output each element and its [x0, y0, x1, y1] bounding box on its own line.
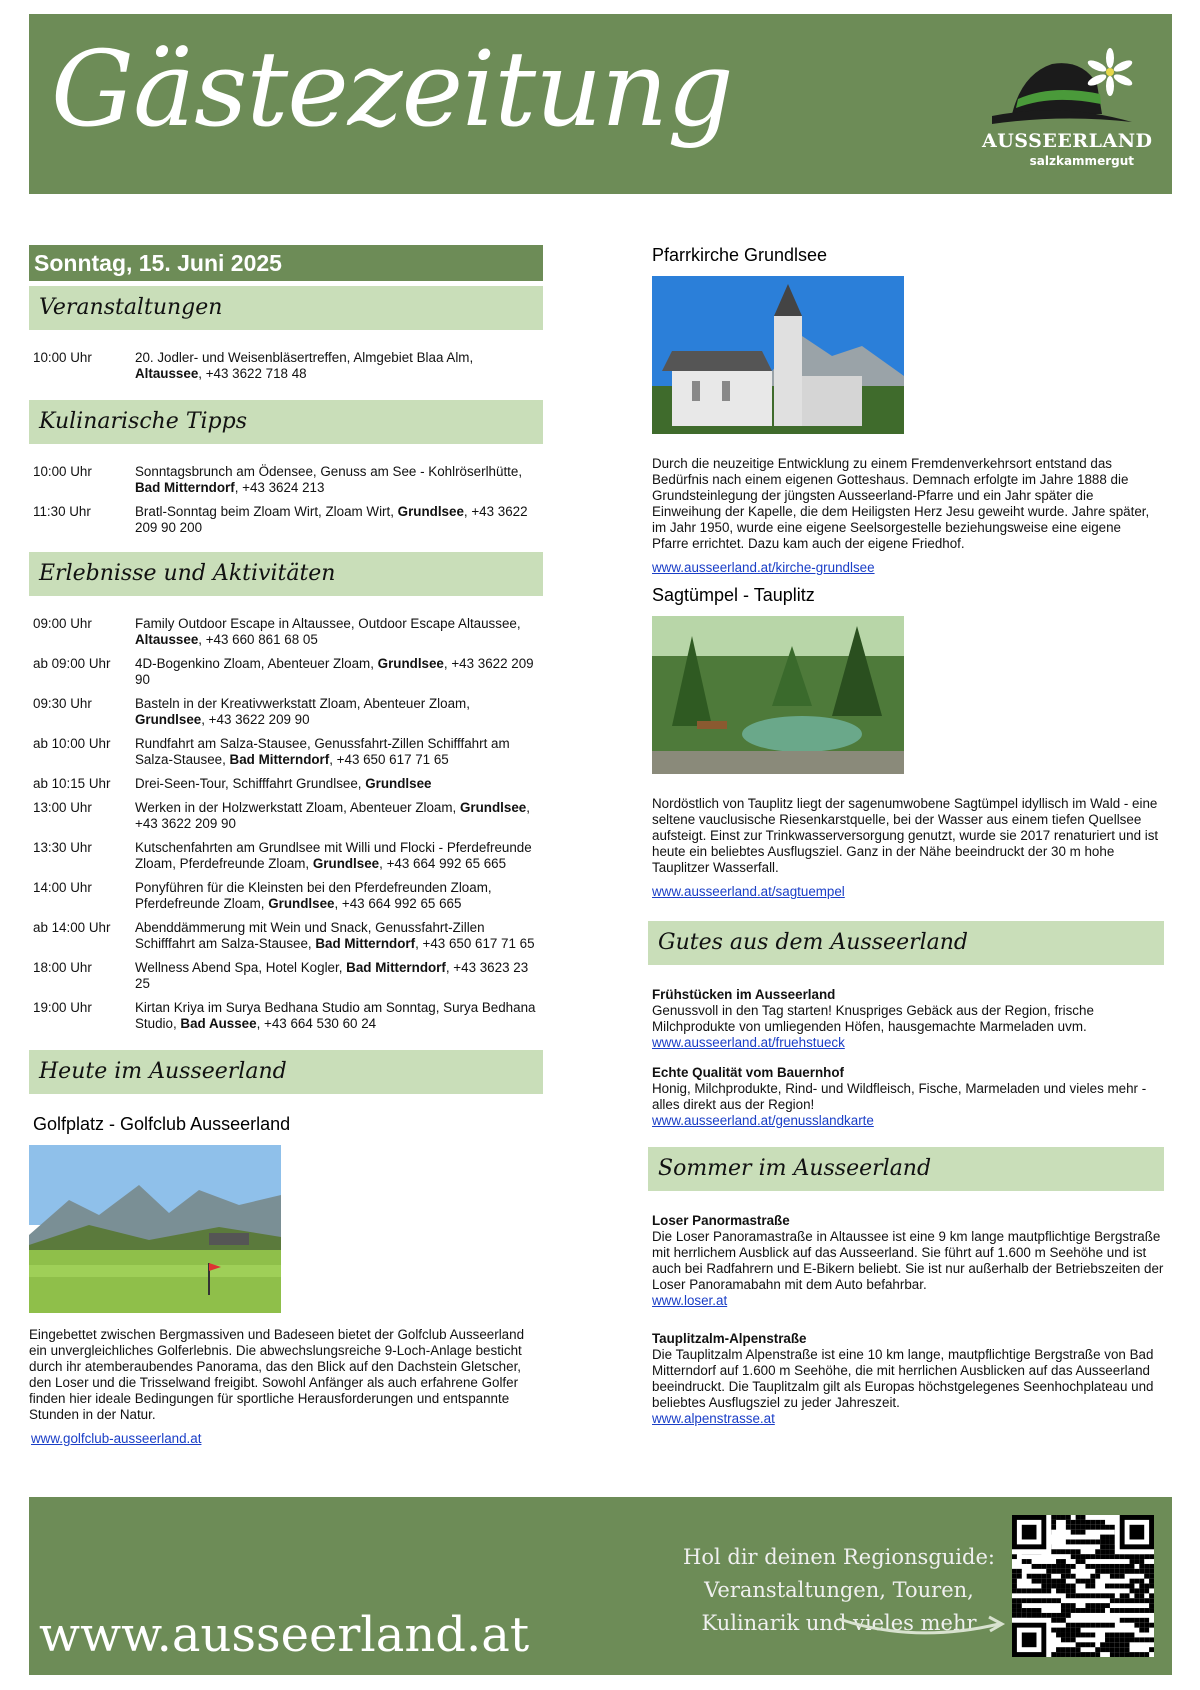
info-item-link[interactable]: www.alpenstrasse.at [652, 1411, 775, 1426]
left-column [29, 245, 543, 1448]
golf-link[interactable]: www.golfclub-ausseerland.at [31, 1431, 202, 1446]
event-row [29, 776, 543, 792]
event-row [29, 464, 543, 496]
event-place: Grundlsee [459, 800, 527, 815]
event-place: Altaussee [135, 366, 199, 381]
event-time: 11:30 Uhr [33, 504, 91, 519]
footer-url[interactable]: www.ausseerland.at [39, 1607, 530, 1663]
event-time: 09:00 Uhr [33, 616, 92, 631]
info-item [648, 1331, 1164, 1427]
event-time: 10:00 Uhr [33, 350, 92, 365]
event-description: Abenddämmerung mit Wein und Snack, Genussfahrt-Zillen Schifffahrt am Salza-Stausee, Bad Mitterndorf, +43 650 617 71 65 [135, 920, 535, 951]
events-list [29, 350, 543, 382]
event-row [29, 504, 543, 536]
guide-line-2: Veranstaltungen, Touren, [704, 1578, 974, 1602]
event-place: Altaussee [135, 632, 199, 647]
info-item-title: Frühstücken im Ausseerland [652, 987, 836, 1002]
event-place: Bad Mitterndorf [229, 752, 330, 767]
event-time: ab 10:15 Uhr [33, 776, 111, 791]
event-description: Drei-Seen-Tour, Schifffahrt Grundlsee, Grundlsee [135, 776, 432, 791]
event-time: 19:00 Uhr [33, 1000, 92, 1015]
event-description: Bratl-Sonntag beim Zloam Wirt, Zloam Wirt, Grundlsee, +43 3622 209 90 200 [135, 504, 528, 535]
info-item-link[interactable]: www.ausseerland.at/genusslandkarte [652, 1113, 874, 1128]
kirche-title: Pfarrkirche Grundlsee [652, 245, 828, 265]
activities-list [29, 616, 543, 1032]
event-time: ab 10:00 Uhr [33, 736, 111, 751]
sagtuempel-link[interactable]: www.ausseerland.at/sagtuempel [652, 884, 845, 899]
event-time: ab 14:00 Uhr [33, 920, 111, 935]
info-item-text: Die Tauplitzalm Alpenstraße ist eine 10 km lange, mautpflichtige Bergstraße von Bad Mitterndorf auf 1.600 m Seehöhe, die mit herrlichen Ausblicken auf das Ausseerland beeindruckt. Die Tauplitzalm gilt als Europas höchstgelegenes Seenhochplateau und beliebtes Ausflugsziel zu jeder Jahreszeit. [652, 1347, 1154, 1410]
event-description: Basteln in der Kreativwerkstatt Zloam, Abenteuer Zloam, Grundlsee, +43 3622 209 90 [135, 696, 470, 727]
event-time: 13:30 Uhr [33, 840, 92, 855]
event-place: Bad Mitterndorf [135, 480, 235, 495]
ausseerland-logo [982, 44, 1153, 174]
event-time: 18:00 Uhr [33, 960, 92, 975]
event-row [29, 800, 543, 832]
event-place: Grundlsee [365, 776, 432, 791]
culinary-list [29, 464, 543, 536]
event-description: Sonntagsbrunch am Ödensee, Genuss am See - Kohlröserlhütte, Bad Mitterndorf, +43 3624 213 [135, 464, 523, 495]
event-row [29, 350, 543, 382]
event-description: Rundfahrt am Salza-Stausee, Genussfahrt-Zillen Schifffahrt am Salza-Stausee, Bad Mitterndorf, +43 650 617 71 65 [135, 736, 510, 767]
event-row [29, 840, 543, 872]
qr-code-icon [1012, 1515, 1154, 1657]
arrow-icon [834, 1609, 1014, 1639]
event-row [29, 920, 543, 952]
info-item [648, 1213, 1164, 1309]
event-time: 13:00 Uhr [33, 800, 92, 815]
kirche-link[interactable]: www.ausseerland.at/kirche-grundlsee [652, 560, 875, 575]
info-item-link[interactable]: www.ausseerland.at/fruehstueck [652, 1035, 845, 1050]
event-place: Bad Aussee [180, 1016, 257, 1031]
info-item-title: Loser Panormastraße [652, 1213, 790, 1228]
info-item [648, 1065, 1164, 1129]
info-item [648, 987, 1164, 1051]
section-sommer: Sommer im Ausseerland [648, 1147, 1164, 1191]
event-time: 09:30 Uhr [33, 696, 92, 711]
section-gutes: Gutes aus dem Ausseerland [648, 921, 1164, 965]
event-row [29, 616, 543, 648]
event-place: Grundlsee [268, 896, 335, 911]
qr-code[interactable] [1012, 1515, 1154, 1657]
golf-photo [29, 1145, 281, 1313]
info-item-text: Genussvoll in den Tag starten! Knuspriges Gebäck aus der Region, frische Milchprodukte von umliegenden Höfen, hausgemachte Marmeladen uvm. [652, 1003, 1094, 1034]
event-row [29, 736, 543, 768]
hat-icon [982, 44, 1142, 134]
kirche-photo [652, 276, 904, 434]
gutes-list [648, 987, 1164, 1129]
event-place: Grundlsee [397, 504, 464, 519]
golf-title: Golfplatz - Golfclub Ausseerland [33, 1114, 291, 1134]
right-column [648, 245, 1164, 1427]
golf-text: Eingebettet zwischen Bergmassiven und Badeseen bietet der Golfclub Ausseerland ein unvergleichliches Golferlebnis. Die abwechslungsreiche 9-Loch-Anlage besticht durch ihr atemberaubendes Panorama, das den Blick auf den Dachstein Gletscher, den Loser und die Trisselwand freigibt. Sowohl Anfänger als auch erfahrene Golfer finden hier ideale Bedingungen für sportliche Herausforderungen und entspannte Stunden in der Natur. [29, 1327, 525, 1422]
event-place: Grundlsee [312, 856, 380, 871]
page-title: Gästezeitung [51, 28, 733, 150]
event-row [29, 960, 543, 992]
event-time: 14:00 Uhr [33, 880, 92, 895]
info-item-title: Echte Qualität vom Bauernhof [652, 1065, 844, 1080]
section-heute: Heute im Ausseerland [29, 1050, 543, 1094]
sagtuempel-text: Nordöstlich von Tauplitz liegt der sagenumwobene Sagtümpel idyllisch im Wald - eine seltene vauclusische Riesenkarstquelle, bei der Wasser aus einem tiefen Quellsee aufsteigt. Einst zur Trinkwasserversorgung genutzt, wurde sie 2017 renaturiert und ist heute ein beliebtes Ausflugsziel. Ganz in der Nähe beeindruckt der 30 m hohe Tauplitzer Wasserfall. [652, 796, 1159, 875]
guide-line-1: Hol dir deinen Regionsguide: [683, 1545, 995, 1569]
logo-brand: AUSSEERLAND [982, 130, 1153, 152]
event-row [29, 880, 543, 912]
event-description: Family Outdoor Escape in Altaussee, Outdoor Escape Altaussee, Altaussee, +43 660 861 68 05 [135, 616, 521, 647]
event-place: Bad Mitterndorf [346, 960, 446, 975]
section-kulinarisch: Kulinarische Tipps [29, 400, 543, 444]
info-item-link[interactable]: www.loser.at [652, 1293, 728, 1308]
section-veranstaltungen: Veranstaltungen [29, 286, 543, 330]
event-place: Bad Mitterndorf [315, 936, 416, 951]
event-description: Kutschenfahrten am Grundlsee mit Willi und Flocki - Pferdefreunde Zloam, Pferdefreunde Zloam, Grundlsee, +43 664 992 65 665 [135, 840, 532, 871]
info-item-text: Die Loser Panoramastraße in Altaussee ist eine 9 km lange mautpflichtige Bergstraße mit herrlichem Ausblick auf das Ausseerland. Sie führt auf 1.600 m Seehöhe und ist auch bei Radfahrern und E-Bikern beliebt. Sie ist nur außerhalb der Betriebszeiten der Loser Panoramabahn mit dem Auto befahrbar. [652, 1229, 1164, 1292]
event-row [29, 656, 543, 688]
section-erlebnisse: Erlebnisse und Aktivitäten [29, 552, 543, 596]
footer-banner [29, 1497, 1172, 1675]
sagtuempel-photo [652, 616, 904, 774]
event-description: 4D-Bogenkino Zloam, Abenteuer Zloam, Grundlsee, +43 3622 209 90 [135, 656, 534, 687]
event-time: ab 09:00 Uhr [33, 656, 111, 671]
info-item-text: Honig, Milchprodukte, Rind- und Wildfleisch, Fische, Marmeladen und vieles mehr - alles direkt aus der Region! [652, 1081, 1147, 1112]
event-place: Grundlsee [135, 712, 202, 727]
event-time: 10:00 Uhr [33, 464, 92, 479]
event-description: Ponyführen für die Kleinsten bei den Pferdefreunden Zloam, Pferdefreunde Zloam, Grundlsee, +43 664 992 65 665 [135, 880, 492, 911]
logo-subtitle: salzkammergut [1029, 154, 1134, 168]
event-description: 20. Jodler- und Weisenbläsertreffen, Almgebiet Blaa Alm, Altaussee, +43 3622 718 48 [135, 350, 474, 381]
event-place: Grundlsee [377, 656, 444, 671]
kirche-text: Durch die neuzeitige Entwicklung zu einem Fremdenverkehrsort entstand das Bedürfnis nach einem eigenen Gotteshaus. Demnach erfolgte im Jahre 1888 die Grundsteinlegung der jüngsten Ausseerland-Pfarre und ein Jahr später die Einweihung der Kapelle, die dem Heiligsten Herz Jesu geweiht wurde. Jahre später, im Jahr 1950, wurde eine eigene Seelsorgestelle beziehungsweise eine eigene Pfarre errichtet. Dazu kam auch der eigene Friedhof. [652, 456, 1150, 551]
info-item-title: Tauplitzalm-Alpenstraße [652, 1331, 807, 1346]
event-description: Werken in der Holzwerkstatt Zloam, Abenteuer Zloam, Grundlsee, +43 3622 209 90 [135, 800, 530, 831]
header-banner [29, 14, 1172, 194]
event-description: Kirtan Kriya im Surya Bedhana Studio am Sonntag, Surya Bedhana Studio, Bad Aussee, +43 664 530 60 24 [135, 1000, 536, 1031]
guide-line-3: Kulinarik und vieles mehr [701, 1611, 977, 1635]
sagtuempel-title: Sagtümpel - Tauplitz [652, 585, 815, 605]
event-row [29, 696, 543, 728]
event-description: Wellness Abend Spa, Hotel Kogler, Bad Mitterndorf, +43 3623 23 25 [135, 960, 529, 991]
sommer-list [648, 1213, 1164, 1427]
event-row [29, 1000, 543, 1032]
date-heading: Sonntag, 15. Juni 2025 [29, 245, 543, 281]
